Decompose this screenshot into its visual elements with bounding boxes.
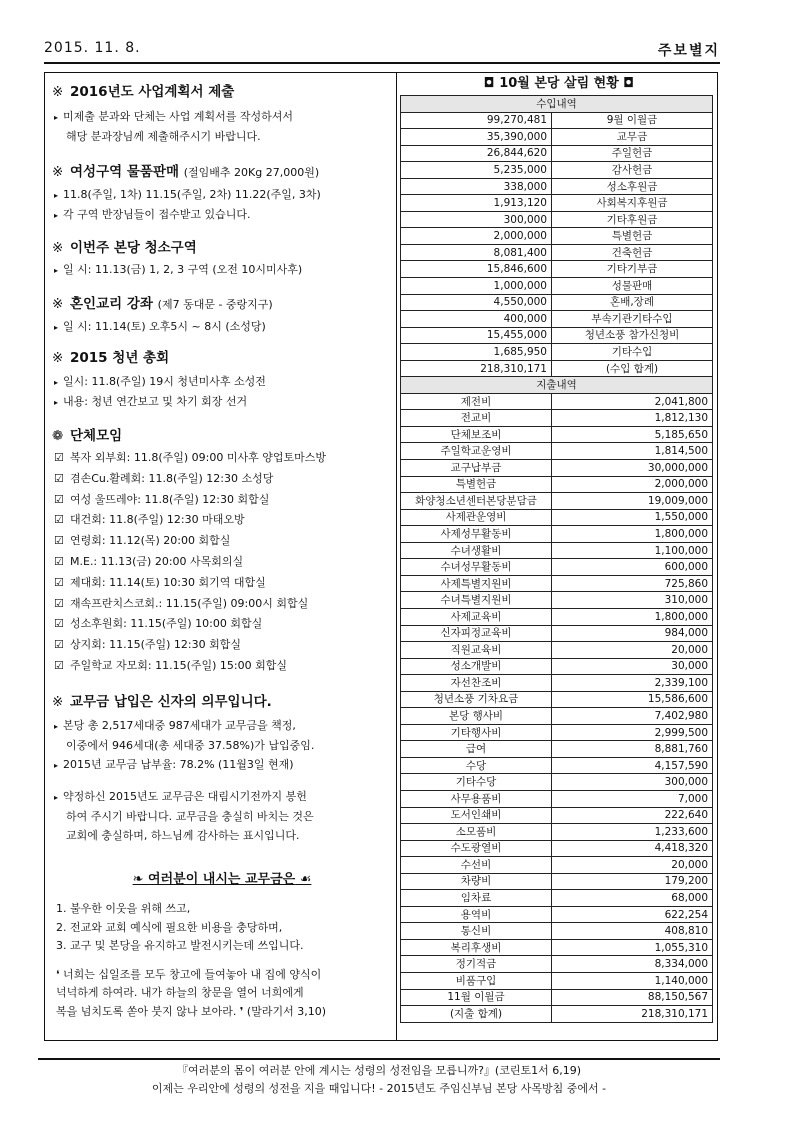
triangle-bullet-icon: ▸ (54, 211, 59, 220)
triangle-bullet-icon: ▸ (54, 761, 59, 770)
triangle-bullet-icon: ▸ (54, 323, 59, 332)
income-amount: 400,000 (401, 311, 552, 328)
finance-row (401, 145, 713, 162)
section-dues: ※ 교무금 납입은 신자의 의무입니다. ▸ 본당 총 2,517세대중 987세대가 교무금을 책정, 이중에서 946세대(총 세대중 37.58%)가 납입중임. ▸ 2015년 교무금 납부율: 78.2% (11월3일 현재) ▸ 약정하신 2015년도 교무금은 대림시기전까지 봉헌 하여 주시기 바랍니다. 교무금을 충실히 바치는 것은 교회에 충실하며, 하느님께 감사하는 표시입니다. (52, 694, 315, 842)
finance-row (401, 178, 713, 195)
expense-item: 신자피정교육비 (401, 625, 552, 642)
footer-rule (38, 1058, 720, 1060)
section-youth: ※ 2015 청년 총회 ▸ 일시: 11.8(주일) 19시 청년미사후 소성전 ▸ 내용: 청년 연간보고 및 차기 회장 선거 (52, 348, 392, 412)
income-item: (수입 합계) (552, 360, 713, 377)
finance-row (401, 426, 713, 443)
finance-row (401, 377, 713, 394)
expense-amount: 1,055,310 (552, 939, 713, 956)
income-amount: 15,846,600 (401, 261, 552, 278)
finance-row (401, 972, 713, 989)
finance-row (401, 873, 713, 890)
expense-item: 성소개발비 (401, 658, 552, 675)
scripture-quote: ❛ 너희는 십일조를 모두 창고에 들여놓아 내 집에 양식이 (56, 967, 322, 981)
expense-item: 차량비 (401, 873, 552, 890)
checkbox-pen-icon: ☑ (54, 638, 64, 652)
income-header: 수입내역 (401, 96, 713, 113)
expense-amount: 20,000 (552, 857, 713, 874)
expense-amount: 8,881,760 (552, 741, 713, 758)
finance-row (401, 956, 713, 973)
income-amount: 1,685,950 (401, 344, 552, 361)
expense-amount: 179,200 (552, 873, 713, 890)
income-item: 교무금 (552, 129, 713, 146)
finance-row (401, 989, 713, 1006)
finance-row (401, 757, 713, 774)
ornament-icon: ❧ (132, 872, 149, 887)
expense-item: 주일학교운영비 (401, 443, 552, 460)
checkbox-pen-icon: ☑ (54, 617, 64, 631)
finance-row (401, 96, 713, 113)
expense-amount: 68,000 (552, 890, 713, 907)
expense-amount: 5,185,650 (552, 426, 713, 443)
income-item: 성소후원금 (552, 178, 713, 195)
expense-item: 용역비 (401, 906, 552, 923)
expense-amount: 88,150,567 (552, 989, 713, 1006)
income-amount: 4,550,000 (401, 294, 552, 311)
expense-item: 사제교육비 (401, 608, 552, 625)
finance-row (401, 476, 713, 493)
income-item: 기타후원금 (552, 211, 713, 228)
star-bullet-icon: ※ (52, 164, 64, 180)
triangle-bullet-icon: ▸ (54, 398, 59, 407)
expense-item: (지출 합계) (401, 1006, 552, 1023)
finance-row (401, 460, 713, 477)
section-plan: ※ 2016년도 사업계획서 제출 ▸ 미제출 분과와 단체는 사업 계획서를 작성하셔서 해당 분과장님께 제출해주시기 바랍니다. (52, 84, 294, 143)
finance-row (401, 923, 713, 940)
column-divider (396, 72, 397, 1041)
expense-item: 급여 (401, 741, 552, 758)
expense-amount: 725,860 (552, 575, 713, 592)
section-cleaning: ※ 이번주 본당 청소구역 ▸ 일 시: 11.13(금) 1, 2, 3 구역 (오전 10시미사후) (52, 238, 392, 280)
finance-row (401, 824, 713, 841)
expense-amount: 310,000 (552, 592, 713, 609)
finance-row (401, 575, 713, 592)
expense-item: 사제관운영비 (401, 509, 552, 526)
income-amount: 1,000,000 (401, 278, 552, 295)
section-title: 2015 청년 총회 (70, 350, 170, 366)
finance-row (401, 708, 713, 725)
income-amount: 99,270,481 (401, 112, 552, 129)
section-title: 이번주 본당 청소구역 (70, 240, 197, 256)
triangle-bullet-icon: ▸ (54, 793, 59, 802)
expense-amount: 30,000,000 (552, 460, 713, 477)
expense-amount: 4,157,590 (552, 757, 713, 774)
income-amount: 338,000 (401, 178, 552, 195)
expense-amount: 7,402,980 (552, 708, 713, 725)
star-bullet-icon: ※ (52, 350, 64, 366)
income-item: 사회복지후원금 (552, 195, 713, 212)
expense-amount: 2,999,500 (552, 724, 713, 741)
finance-row (401, 542, 713, 559)
footer-scripture: 『여러분의 몸이 여러분 안에 계시는 성령의 성전임을 모릅니까?』(코린토1서 6,19) (176, 1064, 582, 1077)
income-item: 기타기부금 (552, 261, 713, 278)
income-item: 청년소풍 참가신청비 (552, 327, 713, 344)
checkbox-pen-icon: ☑ (54, 575, 64, 589)
income-item: 혼배,장례 (552, 294, 713, 311)
triangle-bullet-icon: ▸ (54, 378, 59, 387)
finance-row (401, 443, 713, 460)
finance-row (401, 162, 713, 179)
expense-item: 기타수당 (401, 774, 552, 791)
income-amount: 35,390,000 (401, 129, 552, 146)
expense-item: 특별헌금 (401, 476, 552, 493)
finance-row (401, 344, 713, 361)
checkbox-pen-icon: ☑ (54, 513, 64, 527)
income-amount: 26,844,620 (401, 145, 552, 162)
income-item: 특별헌금 (552, 228, 713, 245)
section-title: 2016년도 사업계획서 제출 (70, 84, 235, 100)
expense-item: 제전비 (401, 393, 552, 410)
finance-row (401, 327, 713, 344)
expense-item: 수녀성무활동비 (401, 559, 552, 576)
income-amount: 5,235,000 (401, 162, 552, 179)
expense-header: 지출내역 (401, 377, 713, 394)
ornament-icon: ☙ (295, 872, 312, 887)
finance-row (401, 493, 713, 510)
finance-row (401, 360, 713, 377)
section-title: 혼인교리 강좌 (70, 296, 153, 312)
star-bullet-icon: ※ (52, 84, 64, 100)
finance-row (401, 608, 713, 625)
finance-row (401, 906, 713, 923)
expense-amount: 222,640 (552, 807, 713, 824)
expense-amount: 218,310,171 (552, 1006, 713, 1023)
expense-item: 수녀생활비 (401, 542, 552, 559)
checkbox-pen-icon: ☑ (54, 554, 64, 568)
expense-amount: 4,418,320 (552, 840, 713, 857)
expense-amount: 1,233,600 (552, 824, 713, 841)
expense-item: 자선찬조비 (401, 675, 552, 692)
expense-item: 11월 이월금 (401, 989, 552, 1006)
triangle-bullet-icon: ▸ (54, 266, 59, 275)
checkbox-pen-icon: ☑ (54, 658, 64, 672)
expense-item: 단체보조비 (401, 426, 552, 443)
footer-motto: 이제는 우리안에 성령의 성전을 지을 때입니다! - 2015년도 주임신부님 본당 사목방침 중에서 - (151, 1082, 607, 1095)
income-amount: 1,913,120 (401, 195, 552, 212)
expense-item: 사무용품비 (401, 790, 552, 807)
checkbox-pen-icon: ☑ (54, 596, 64, 610)
expense-amount: 408,810 (552, 923, 713, 940)
expense-amount: 2,041,800 (552, 393, 713, 410)
expense-amount: 1,800,000 (552, 608, 713, 625)
expense-amount: 1,100,000 (552, 542, 713, 559)
finance-row (401, 857, 713, 874)
finance-row (401, 129, 713, 146)
triangle-bullet-icon: ▸ (54, 191, 59, 200)
triangle-bullet-icon: ▸ (54, 113, 59, 122)
finance-row (401, 509, 713, 526)
publication-name: 주보별지 (657, 43, 720, 59)
expense-item: 기타행사비 (401, 724, 552, 741)
finance-row (401, 393, 713, 410)
income-item: 감사헌금 (552, 162, 713, 179)
finance-row (401, 294, 713, 311)
expense-amount: 622,254 (552, 906, 713, 923)
expense-item: 사제성무활동비 (401, 526, 552, 543)
expense-amount: 1,812,130 (552, 410, 713, 427)
expense-item: 교구납부금 (401, 460, 552, 477)
finance-table (400, 95, 713, 1023)
finance-row (401, 840, 713, 857)
expense-amount: 20,000 (552, 642, 713, 659)
income-item: 건축헌금 (552, 244, 713, 261)
finance-row (401, 592, 713, 609)
section-title: 단체모임 (70, 428, 123, 444)
expense-item: 임차료 (401, 890, 552, 907)
income-amount: 2,000,000 (401, 228, 552, 245)
expense-amount: 7,000 (552, 790, 713, 807)
finance-row (401, 261, 713, 278)
page-header (44, 38, 720, 64)
finance-row (401, 1006, 713, 1023)
expense-amount: 1,800,000 (552, 526, 713, 543)
expense-item: 수선비 (401, 857, 552, 874)
finance-row (401, 642, 713, 659)
finance-row (401, 741, 713, 758)
income-amount: 8,081,400 (401, 244, 552, 261)
star-bullet-icon: ※ (52, 296, 64, 312)
usage-title: ❧ 여러분이 내시는 교무금은 ☙ (132, 872, 312, 887)
expense-item: 청년소풍 기차요금 (401, 691, 552, 708)
expense-amount: 300,000 (552, 774, 713, 791)
star-bullet-icon: ※ (52, 694, 64, 710)
income-item: 기타수입 (552, 344, 713, 361)
expense-amount: 30,000 (552, 658, 713, 675)
expense-item: 수도광열비 (401, 840, 552, 857)
income-item: 9월 이월금 (552, 112, 713, 129)
income-amount: 300,000 (401, 211, 552, 228)
finance-row (401, 807, 713, 824)
finance-row (401, 311, 713, 328)
finance-row (401, 559, 713, 576)
expense-item: 비품구입 (401, 972, 552, 989)
income-amount: 15,455,000 (401, 327, 552, 344)
expense-amount: 2,000,000 (552, 476, 713, 493)
expense-item: 소모품비 (401, 824, 552, 841)
finance-row (401, 278, 713, 295)
income-amount: 218,310,171 (401, 360, 552, 377)
finance-row (401, 774, 713, 791)
expense-item: 직원교육비 (401, 642, 552, 659)
expense-item: 통신비 (401, 923, 552, 940)
expense-item: 사제특별지원비 (401, 575, 552, 592)
finance-title: ◘ 10월 본당 살림 현황 ◘ (483, 76, 635, 91)
expense-item: 전교비 (401, 410, 552, 427)
income-item: 성물판매 (552, 278, 713, 295)
expense-amount: 1,814,500 (552, 443, 713, 460)
section-title: 여성구역 물품판매 (70, 164, 180, 180)
checkbox-pen-icon: ☑ (54, 534, 64, 548)
checkbox-pen-icon: ☑ (54, 492, 64, 506)
expense-amount: 19,009,000 (552, 493, 713, 510)
income-item: 주일헌금 (552, 145, 713, 162)
star-bullet-icon: ※ (52, 240, 64, 256)
checkbox-pen-icon: ☑ (54, 471, 64, 485)
finance-row (401, 790, 713, 807)
expense-item: 수당 (401, 757, 552, 774)
expense-amount: 2,339,100 (552, 675, 713, 692)
section-usage: ❧ 여러분이 내시는 교무금은 ☙ 1. 불우한 이웃을 위해 쓰고, 2. 전교와 교회 예식에 필요한 비용을 충당하며, 3. 교구 및 본당을 유지하고 발전시키는데 쓰입니다. ❛ 너희는 십일조를 모두 창고에 들여놓아 내 집에 양식이 넉넉하게 하여라. 내가 하늘의 창문을 열어 너희에게 복을 넘치도록 쏟아 붓지 않나 보아라. ❜ (말라기서 3,10) (52, 870, 392, 1021)
finance-row (401, 724, 713, 741)
expense-amount: 984,000 (552, 625, 713, 642)
finance-row (401, 691, 713, 708)
finance-row (401, 211, 713, 228)
expense-item: 수녀특별지원비 (401, 592, 552, 609)
section-groups: ❁ 단체모임 ☑ 복자 외부회: 11.8(주일) 09:00 미사후 양업토마스방 ☑ 겸손Cu.활례회: 11.8(주일) 12:30 소성당 ☑ 여성 울뜨레야: 11.8(주일) 12:30 회합실 ☑ 대건회: 11.8(주일) 12:30 마태오방 ☑ 연령회: 11.12(목) 20:00 회합실 ☑ M.E.: 11.13(금) 20:00 사목회의실 ☑ 제대회: 11.14(토) 10:30 회기역 대합실 ☑ 재속프란치스코회.: 11.15(주일) 09:00시 회합실 ☑ 성소후원회: 11.15(주일) 10:00 회합실 ☑ 상지회: 11.15(주일) 12:30 회합실 ☑ 주일학교 자모회: 11.15(주일) 15:00 회합실 (52, 426, 392, 677)
income-item: 부속기관기타수입 (552, 311, 713, 328)
expense-item: 본당 행사비 (401, 708, 552, 725)
expense-item: 정기적금 (401, 956, 552, 973)
expense-amount: 1,140,000 (552, 972, 713, 989)
finance-row (401, 939, 713, 956)
expense-item: 도서인쇄비 (401, 807, 552, 824)
expense-amount: 600,000 (552, 559, 713, 576)
expense-item: 화양청소년센터본당분담금 (401, 493, 552, 510)
finance-row (401, 228, 713, 245)
finance-row (401, 526, 713, 543)
finance-row (401, 675, 713, 692)
finance-row (401, 410, 713, 427)
expense-amount: 15,586,600 (552, 691, 713, 708)
checkbox-pen-icon: ☑ (54, 451, 64, 464)
finance-row (401, 195, 713, 212)
section-marriage: ※ 혼인교리 강좌 (제7 동대문 - 중랑지구) ▸ 일 시: 11.14(토) 오후5시 ~ 8시 (소성당) (52, 294, 392, 337)
expense-item: 복리후생비 (401, 939, 552, 956)
finance-row (401, 112, 713, 129)
section-sale: ※ 여성구역 물품판매 (절임배추 20Kg 27,000원) ▸ 11.8(주일, 1차) 11.15(주일, 2차) 11.22(주일, 3차) ▸ 각 구역 반장님들이 접수받고 있습니다. (52, 162, 392, 225)
finance-row (401, 625, 713, 642)
flower-bullet-icon: ❁ (52, 428, 64, 444)
finance-row (401, 244, 713, 261)
expense-amount: 1,550,000 (552, 509, 713, 526)
issue-date: 2015. 11. 8. (44, 40, 141, 56)
finance-row (401, 890, 713, 907)
triangle-bullet-icon: ▸ (54, 722, 59, 731)
section-title: 교무금 납입은 신자의 의무입니다. (70, 694, 272, 710)
finance-row (401, 658, 713, 675)
expense-amount: 8,334,000 (552, 956, 713, 973)
